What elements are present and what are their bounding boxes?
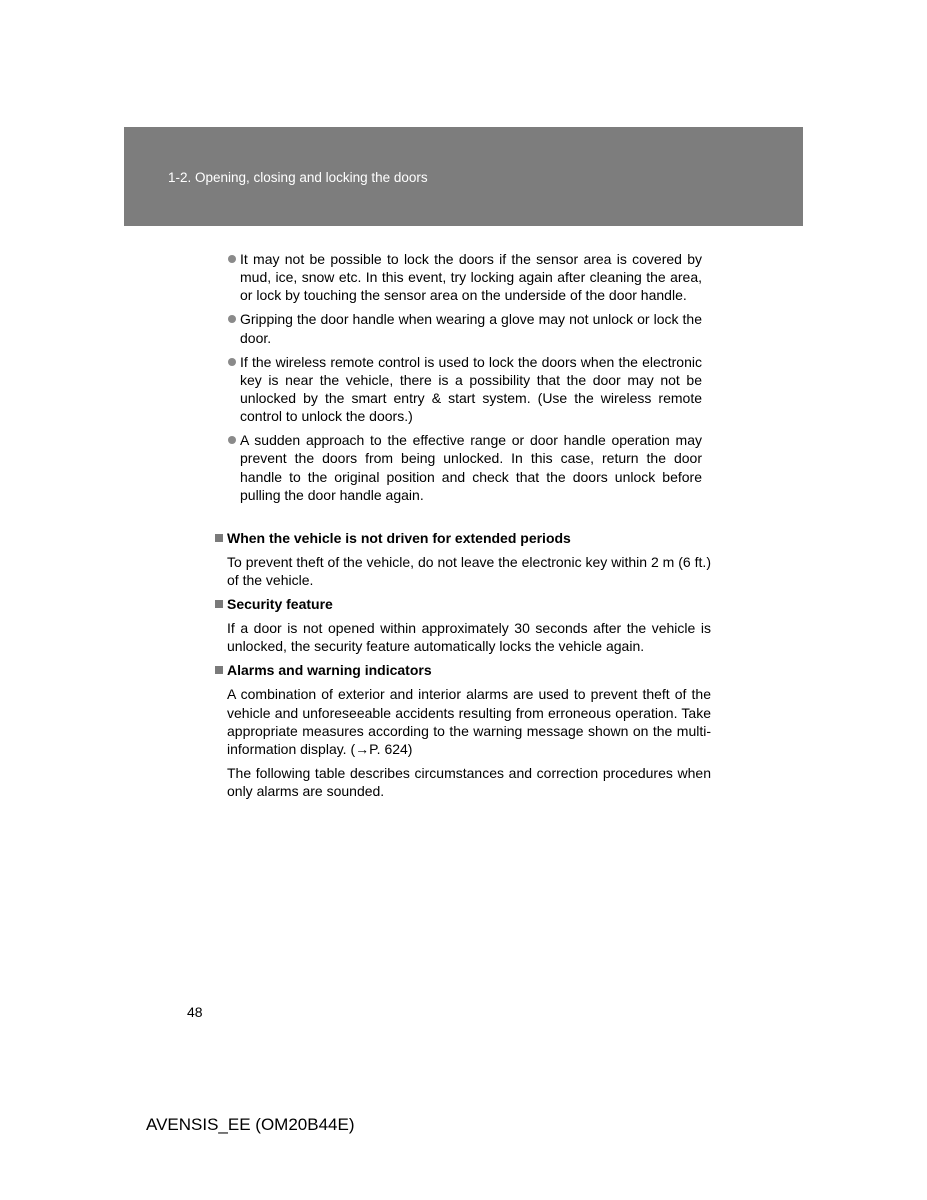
square-bullet-icon [215,666,223,674]
section-heading-text: Security feature [227,596,333,613]
bullet-item [228,310,702,346]
chapter-title: 1-2. Opening, closing and locking the doors [168,170,428,185]
square-bullet-icon [215,534,223,542]
chapter-header-bar [124,127,803,226]
section-paragraph: The following table describes circumstances and correction procedures when only alarms are sounded. [227,765,711,800]
bullet-dot-icon [228,315,236,323]
section-paragraph: If a door is not opened within approximately 30 seconds after the vehicle is unlocked, the security feature automatically locks the vehicle again. [227,620,711,655]
section-paragraph: A combination of exterior and interior alarms are used to prevent theft of the vehicle and unforeseeable accidents resulting from erroneous operation. Take appropriate measures according to the warning message shown on the multi-information display. (→P. 624) [227,686,711,758]
section-paragraph: To prevent theft of the vehicle, do not leave the electronic key within 2 m (6 ft.) of the vehicle. [227,554,711,589]
bullet-dot-icon [228,255,236,263]
bullet-text: Gripping the door handle when wearing a glove may not unlock or lock the door. [240,311,702,346]
bullet-text: If the wireless remote control is used to lock the doors when the electronic key is near the vehicle, there is a possibility that the door may not be unlocked by the smart entry & start system. (Use the wireless remote control to unlock the doors.) [240,353,702,425]
section-heading-security-feature [215,595,711,613]
section-heading-text: When the vehicle is not driven for extended periods [227,530,571,546]
page-number: 48 [187,1004,203,1020]
square-bullet-icon [215,600,223,608]
section-heading-alarms [215,661,711,679]
bullet-list [228,250,702,510]
bullet-dot-icon [228,436,236,444]
footer-model-code: AVENSIS_EE (OM20B44E) [146,1115,355,1134]
sections [215,529,711,806]
bullet-text: A sudden approach to the effective range or door handle operation may prevent the doors from being unlocked. In this case, return the door handle to the original position and check that the doors unlock before pulling the door handle again. [240,432,702,503]
bullet-dot-icon [228,358,236,366]
bullet-item [228,431,702,504]
bullet-text: It may not be possible to lock the doors if the sensor area is covered by mud, ice, snow etc. In this event, try locking again after cleaning the area, or lock by touching the sensor area on the underside of the door handle. [240,251,702,304]
bullet-item [228,353,702,426]
section-heading-extended-periods [215,529,711,547]
bullet-item [228,250,702,305]
section-heading-text: Alarms and warning indicators [227,662,432,679]
